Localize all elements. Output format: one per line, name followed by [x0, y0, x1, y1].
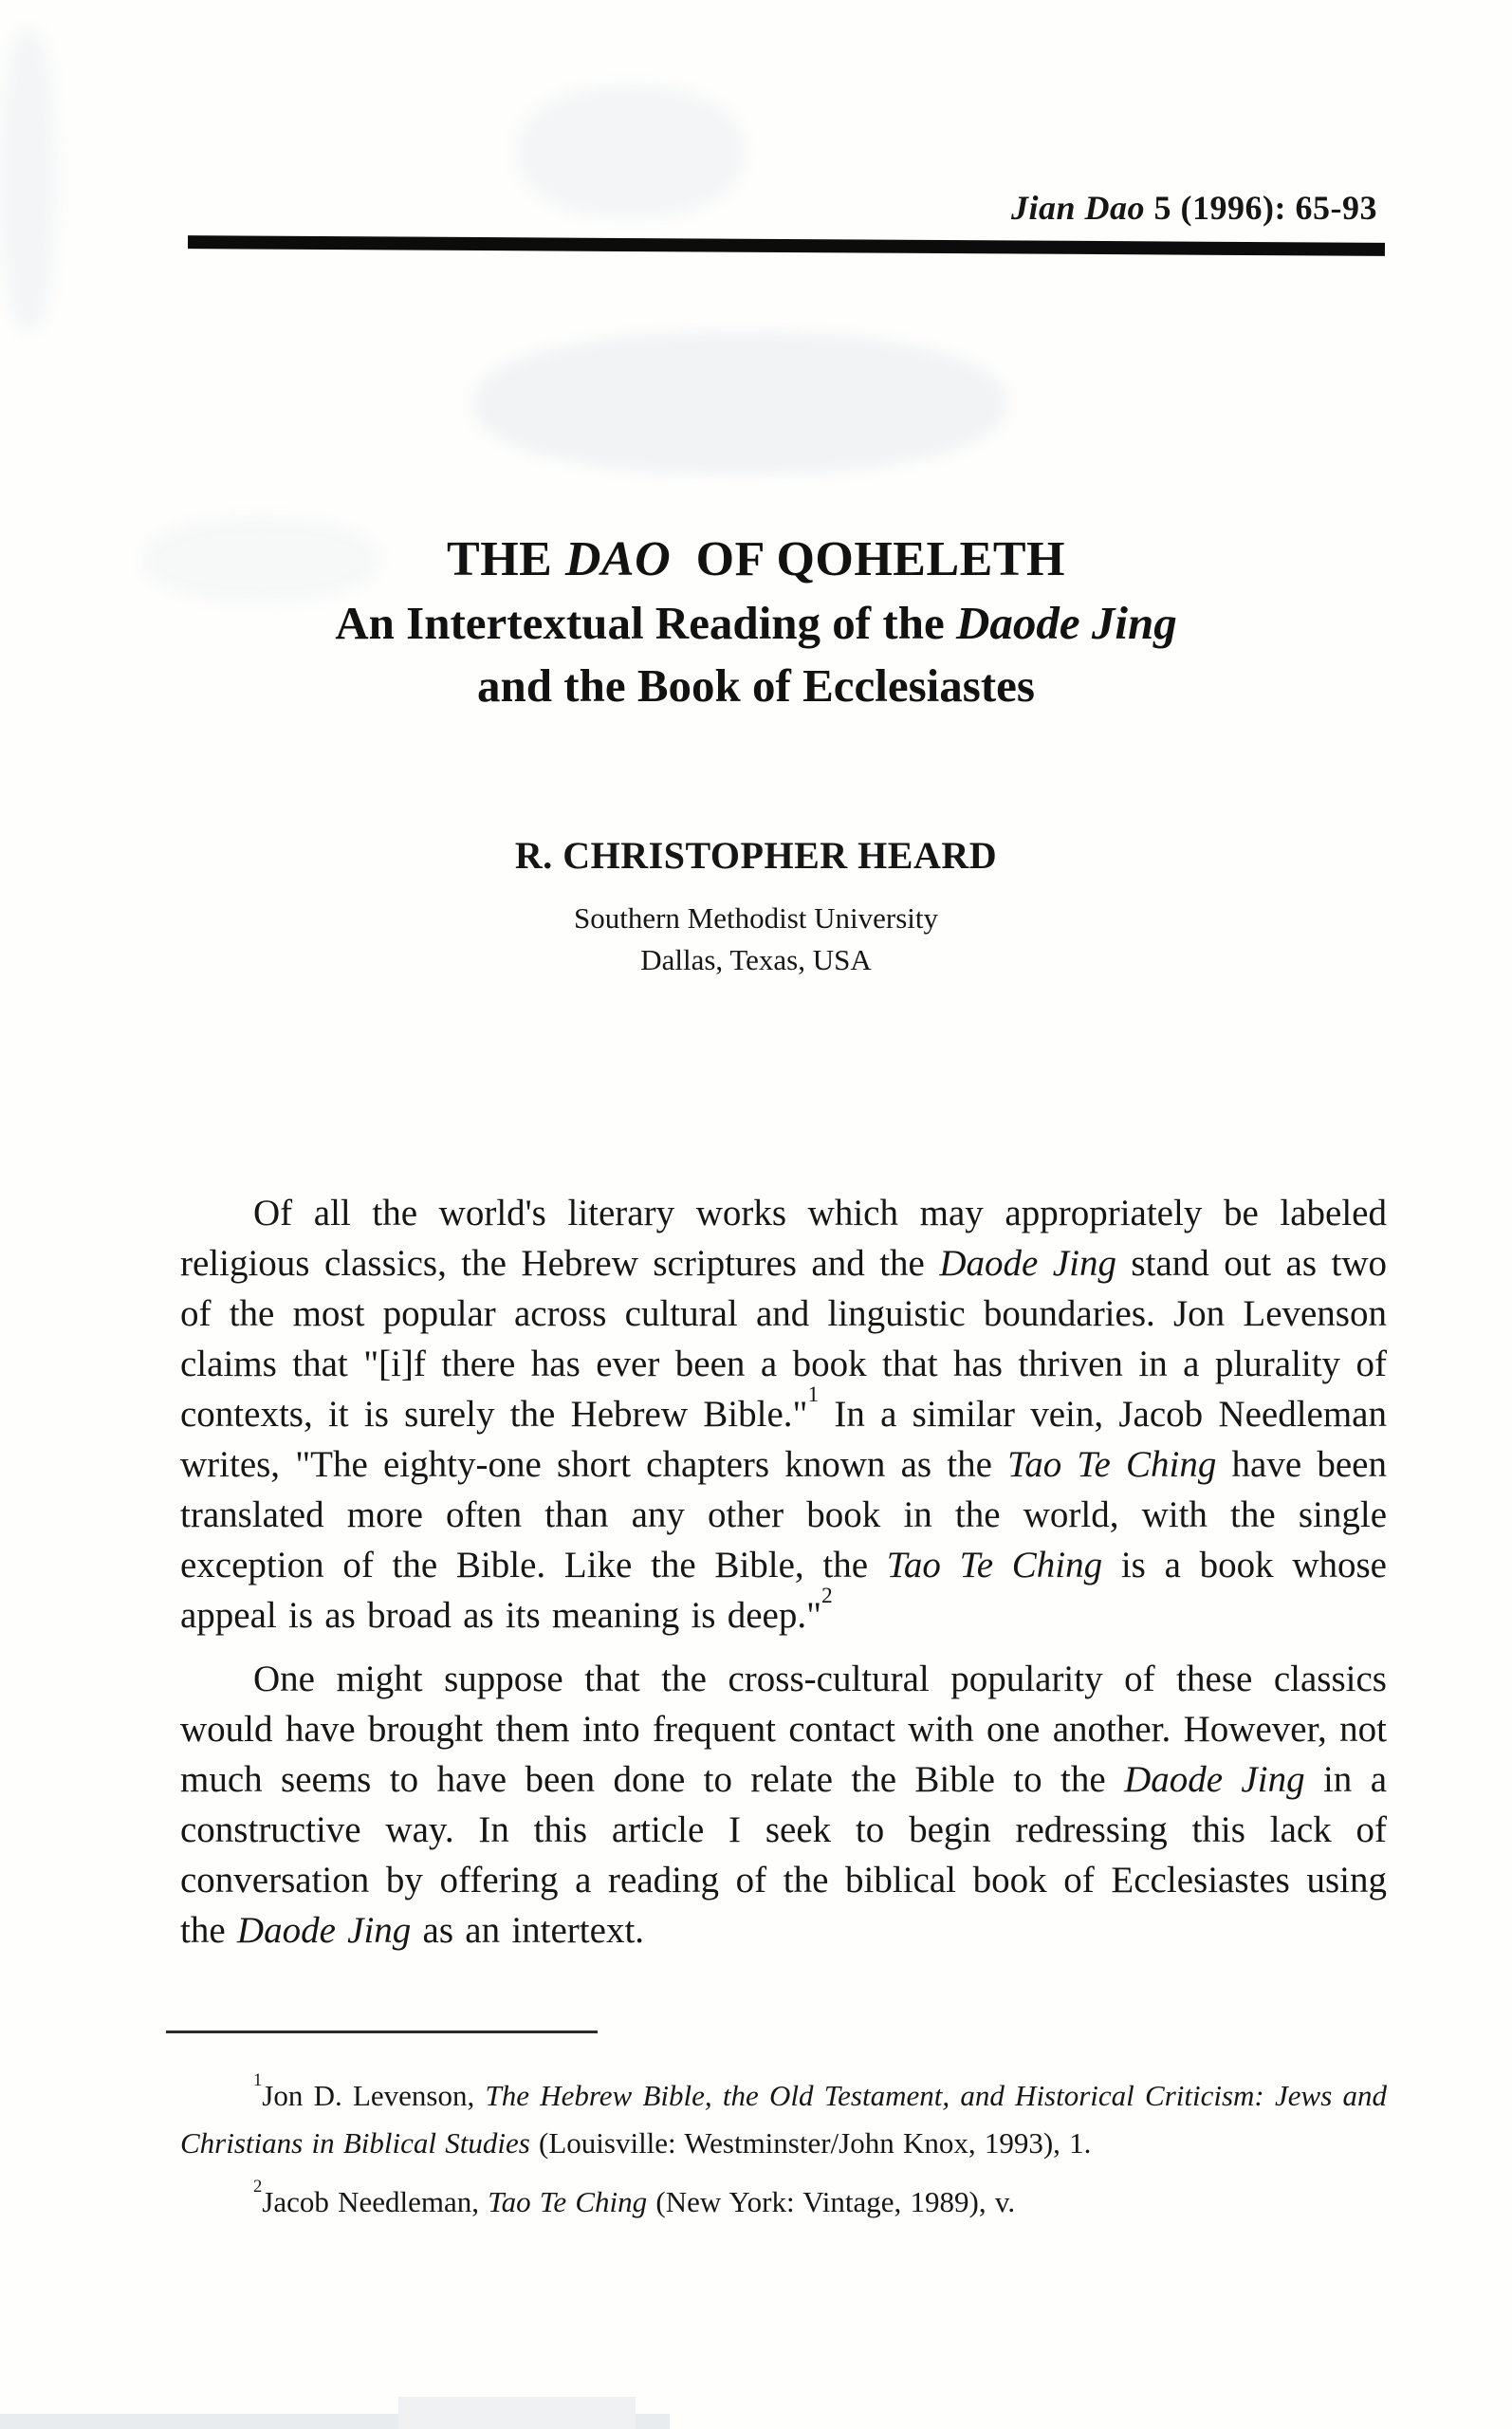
footnote-separator-rule: [166, 2030, 598, 2033]
author-affiliation-city: Dallas, Texas, USA: [640, 943, 872, 976]
author-name: R. CHRISTOPHER HEARD: [514, 834, 998, 877]
scan-smudge-artifact: [0, 28, 57, 332]
body-paragraph-2: One might suppose that the cross-cultural popularity of these classics would have brought them into frequent contact with one another. However, not much seems to have been done to relate the Bible to the Daode Jing in a constructive way. In this article I seek to begin redressing this lack of conversation by offering a reading of the biblical book of Ecclesiastes using the Daode Jing as an intertext.: [180, 1659, 1388, 1951]
footnote-1: $^1$Jon D. Levenson, The Hebrew Bible, the Old Testament, and Historical Criticism: Jews and Christians in Biblical Studies (Louisville: Westminster/John Knox, 1993), 1.: [180, 2070, 1387, 2160]
article-body: [180, 1188, 1387, 1956]
scan-edge-artifact: [0, 2414, 670, 2429]
article-title-line-2: An Intertextual Reading of the Daode Jing: [335, 597, 1177, 649]
article-title: [0, 528, 1512, 717]
scan-edge-artifact: [398, 2397, 636, 2429]
article-title-line-3: and the Book of Ecclesiastes: [477, 659, 1035, 712]
author-affiliation-university: Southern Methodist University: [573, 901, 939, 935]
running-head-citation: Jian Dao 5 (1996): 65-93: [1011, 189, 1377, 227]
body-paragraph-1: Of all the world's literary works which may appropriately be labeled religious classics, the Hebrew scriptures and the Daode Jing stand out as two of the most popular across cultural and linguistic boundaries. Jon Levenson claims that "[i]f there has ever been a book that has thriven in a plurality of contexts, it is surely the Hebrew Bible."$^1$ In a similar vein, Jacob Needleman writes, "The eighty-one short chapters known as the Tao Te Ching have been translated more often than any other book in the world, with the single exception of the Bible. Like the Bible, the Tao Te Ching is a book whose appeal is as broad as its meaning is deep."$^2$: [180, 1193, 1387, 1636]
footnotes-section: [180, 2072, 1387, 2226]
header-rule: [188, 235, 1385, 256]
footnote-2: $^2$Jacob Needleman, Tao Te Ching (New York: Vintage, 1989), v.: [253, 2177, 1016, 2218]
article-title-line-1: THE DAO OF QOHELETH: [447, 532, 1065, 586]
scan-smudge-artifact: [474, 332, 1005, 474]
scan-smudge-artifact: [517, 85, 745, 218]
